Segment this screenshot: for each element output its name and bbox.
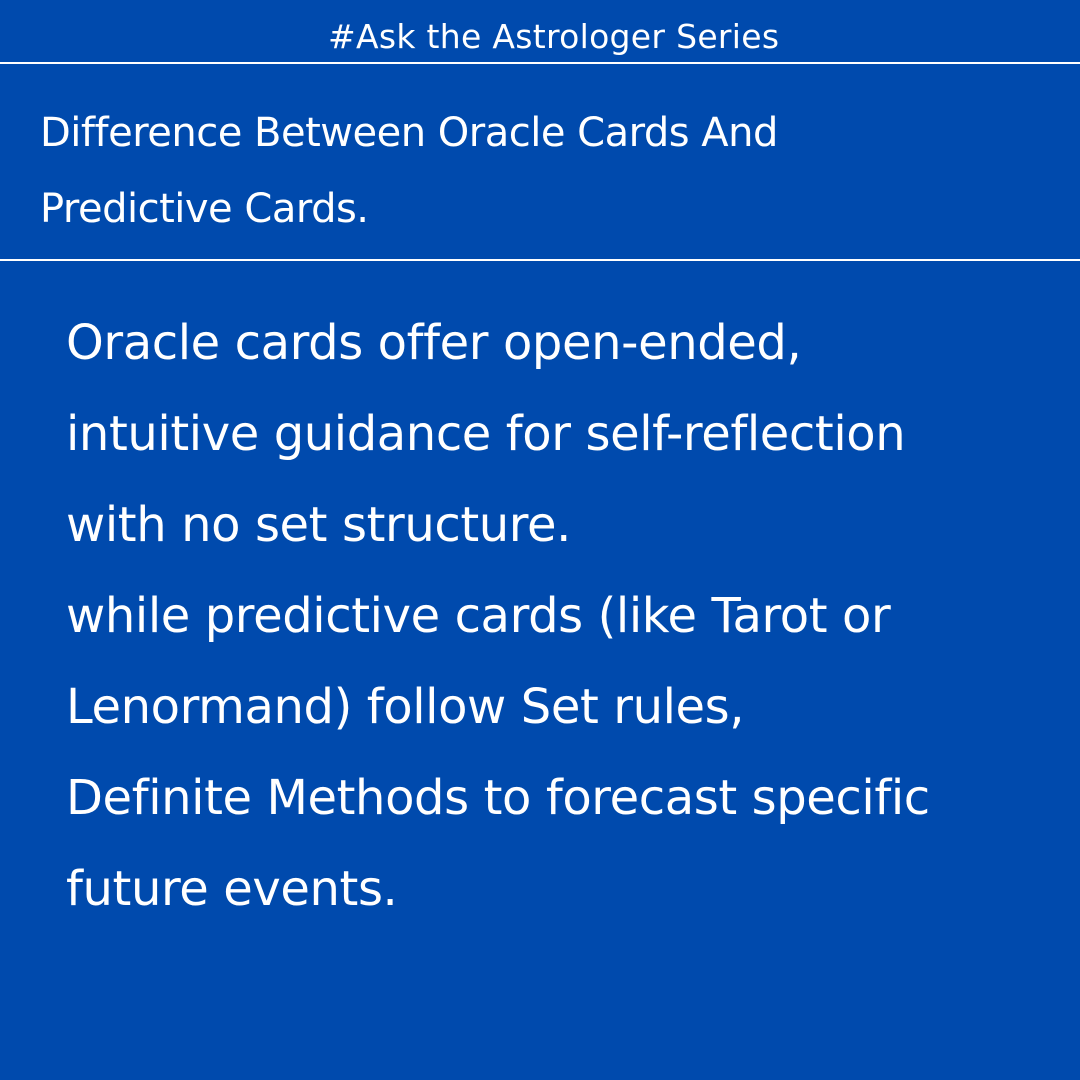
body-text bbox=[66, 298, 1056, 935]
title-line: Predictive Cards. bbox=[40, 186, 369, 232]
bottom-divider bbox=[0, 259, 1080, 261]
top-divider bbox=[0, 62, 1080, 64]
title-line: Difference Between Oracle Cards And bbox=[40, 110, 778, 156]
body-line: Lenormand) follow Set rules, bbox=[66, 679, 745, 735]
series-tag: #Ask the Astrologer Series bbox=[328, 17, 780, 56]
body-line: future events. bbox=[66, 861, 398, 917]
body-line: intuitive guidance for self-reflection bbox=[66, 406, 906, 462]
body-line: while predictive cards (like Tarot or bbox=[66, 588, 891, 644]
body-line: Definite Methods to forecast specific bbox=[66, 770, 930, 826]
body-line: with no set structure. bbox=[66, 497, 572, 553]
page-title bbox=[40, 95, 1040, 247]
body-line: Oracle cards offer open-ended, bbox=[66, 315, 802, 371]
